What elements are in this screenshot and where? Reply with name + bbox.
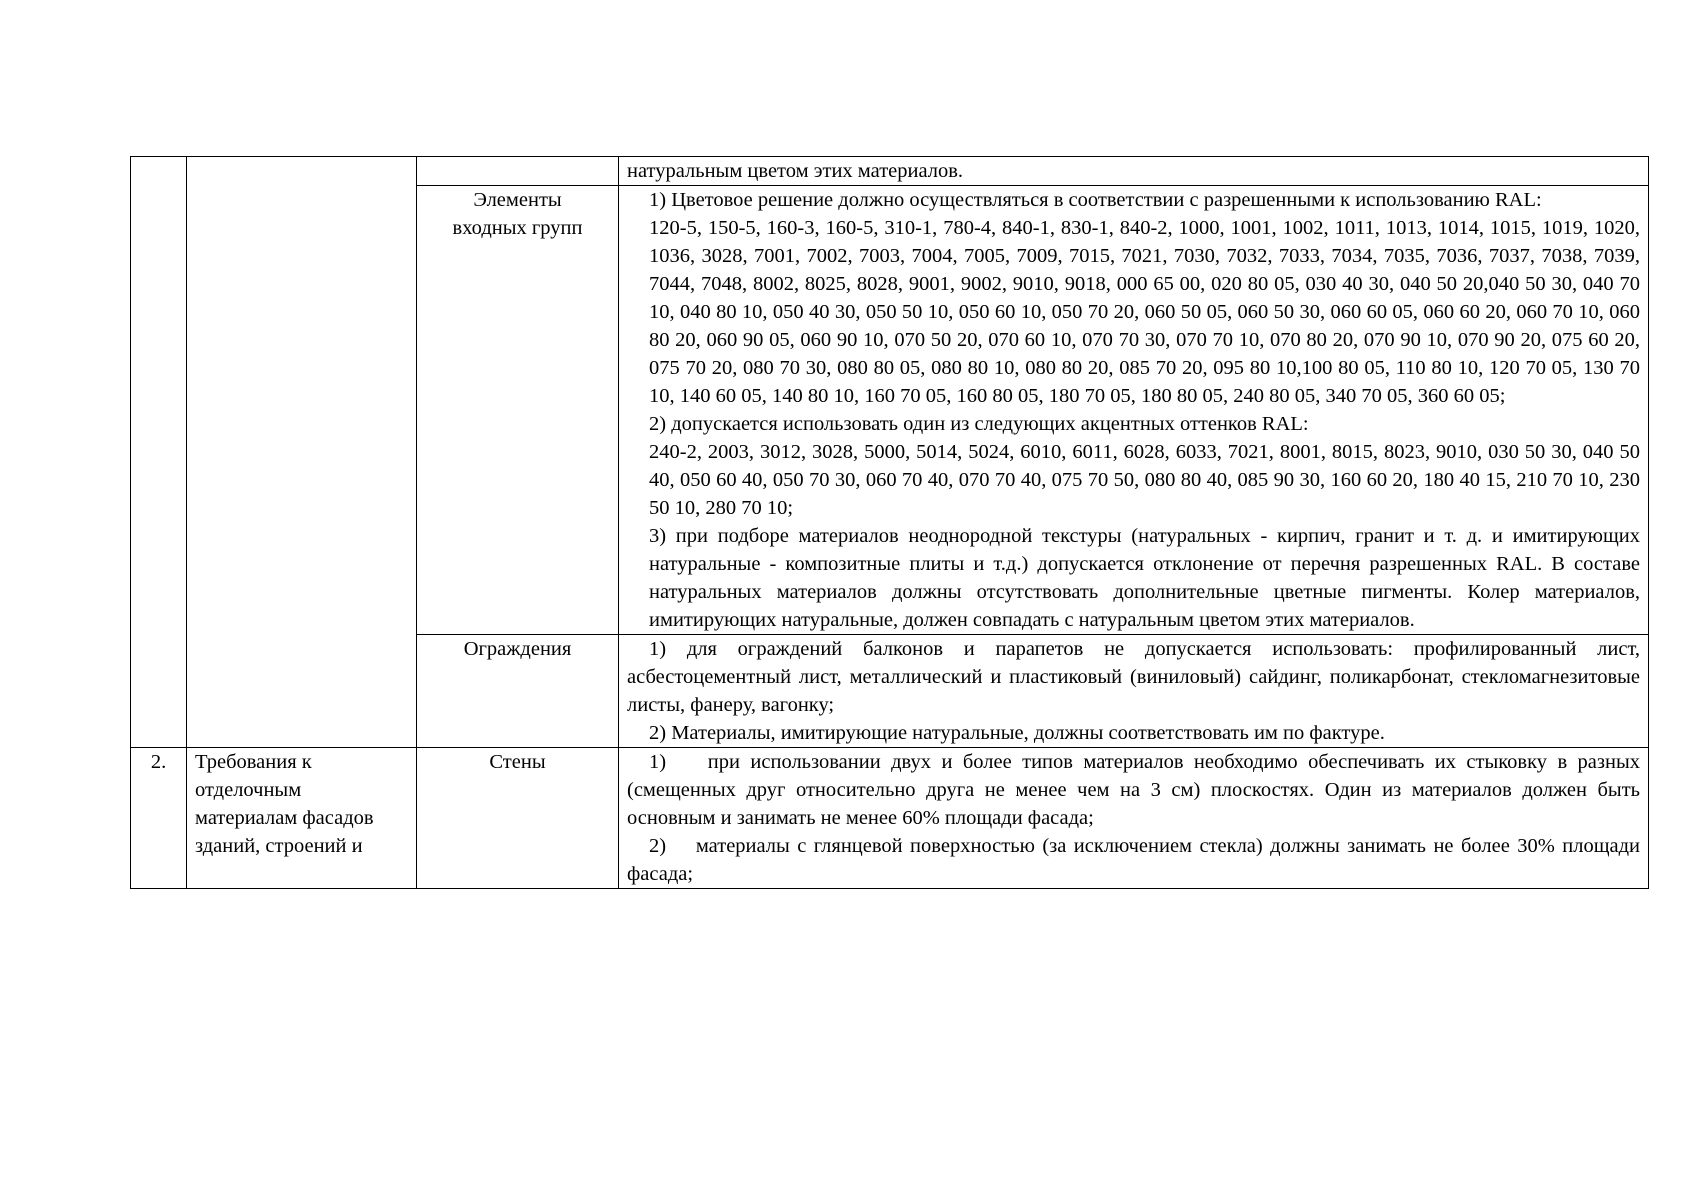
entrance-p2: 2) допускается использовать один из следующих акцентных оттенков RAL: — [649, 413, 1309, 435]
number-cell-empty — [131, 157, 187, 748]
table-row-walls — [131, 748, 1649, 889]
fences-p1: 1) для ограждений балконов и парапетов не допускается использовать: профилированный лист, асбестоцементный лист, металлический и пластиковый (виниловый) сайдинг, поликарбонат, стекломагнезитовые листы, фанеру, вагонку; — [627, 638, 1640, 716]
fences-text-cell — [619, 635, 1649, 748]
entrance-p3: 3) при подборе материалов неоднородной текстуры (натуральных - кирпич, гранит и т. д. и имитирующих натуральные - композитные плиты и т.д.) допускается отклонение от перечня разрешенных RAL. В составе натуральных материалов должны отсутствовать дополнительные цветные пигменты. Колер материалов, имитирующих натуральные, должен совпадать с натуральным цветом этих материалов. — [649, 525, 1640, 631]
continuation-text: натуральным цветом этих материалов. — [627, 160, 964, 182]
continuation-text-cell — [619, 157, 1649, 186]
walls-text-cell — [619, 748, 1649, 889]
entrance-p1-codes: 120-5, 150-5, 160-3, 160-5, 310-1, 780-4, 840-1, 830-1, 840-2, 1000, 1001, 1002, 1011, 1013, 1014, 1015, 1019, 1020, 1036, 3028, 7001, 7002, 7003, 7004, 7005, 7009, 7015, 7021, 7030, 7032, 7033, 7034, 7035, 7036, 7037, 7038, 7039, 7044, 7048, 8002, 8025, 8028, 9001, 9002, 9010, 9018, 000 65 00, 020 80 05, 030 40 30, 040 50 20,040 50 30, 040 70 10, 040 80 10, 050 40 30, 050 50 10, 050 60 10, 050 70 20, 060 50 05, 060 50 30, 060 60 05, 060 60 20, 060 70 10, 060 80 20, 060 90 05, 060 90 10, 070 50 20, 070 60 10, 070 70 30, 070 70 10, 070 80 20, 070 90 10, 070 90 20, 075 60 20, 075 70 20, 080 70 30, 080 80 05, 080 80 10, 080 80 20, 085 70 20, 095 80 10,100 80 05, 110 80 10, 120 70 05, 130 70 10, 140 60 05, 140 80 10, 160 70 05, 160 80 05, 180 70 05, 180 80 05, 240 80 05, 340 70 05, 360 60 05; — [649, 217, 1640, 407]
table-row-continuation — [131, 157, 1649, 186]
entrance-p1: 1) Цветовое решение должно осуществляться в соответствии с разрешенными к использованию RAL: — [649, 189, 1542, 211]
element-label-fences: Ограждения — [463, 638, 572, 660]
element-cell-empty — [417, 157, 619, 186]
section-cell-empty — [187, 157, 417, 748]
entrance-p2-codes: 240-2, 2003, 3012, 3028, 5000, 5014, 5024, 6010, 6011, 6028, 6033, 7021, 8001, 8015, 8023, 9010, 030 50 30, 040 50 40, 050 60 40, 050 70 30, 060 70 40, 070 70 40, 075 70 50, 080 80 40, 085 90 30, 160 60 20, 180 40 15, 210 70 10, 230 50 10, 280 70 10; — [649, 441, 1640, 519]
number-cell-2 — [131, 748, 187, 889]
section-title: Требования к отделочным материалам фасадов зданий, строений и — [195, 751, 374, 857]
requirements-table — [130, 156, 1649, 889]
element-label-walls: Стены — [489, 751, 546, 773]
walls-p2: 2) материалы с глянцевой поверхностью (за исключением стекла) должны занимать не более 30% площади фасада; — [627, 835, 1646, 885]
entrance-groups-text-cell — [619, 186, 1649, 635]
walls-p1: 1) при использовании двух и более типов материалов необходимо обеспечивать их стыковку в разных (смещенных друг относительно друга не менее чем на 3 см) плоскостях. Один из материалов должен быть основным и занимать не менее 60% площади фасада; — [627, 751, 1646, 829]
element-label-entrance-groups: Элементы входных групп — [452, 189, 583, 239]
element-cell-walls — [417, 748, 619, 889]
element-cell-entrance-groups — [417, 186, 619, 635]
section-cell-finishing-materials — [187, 748, 417, 889]
row-number: 2. — [150, 751, 167, 773]
fences-p2: 2) Материалы, имитирующие натуральные, должны соответствовать им по фактуре. — [649, 722, 1385, 744]
element-cell-fences — [417, 635, 619, 748]
